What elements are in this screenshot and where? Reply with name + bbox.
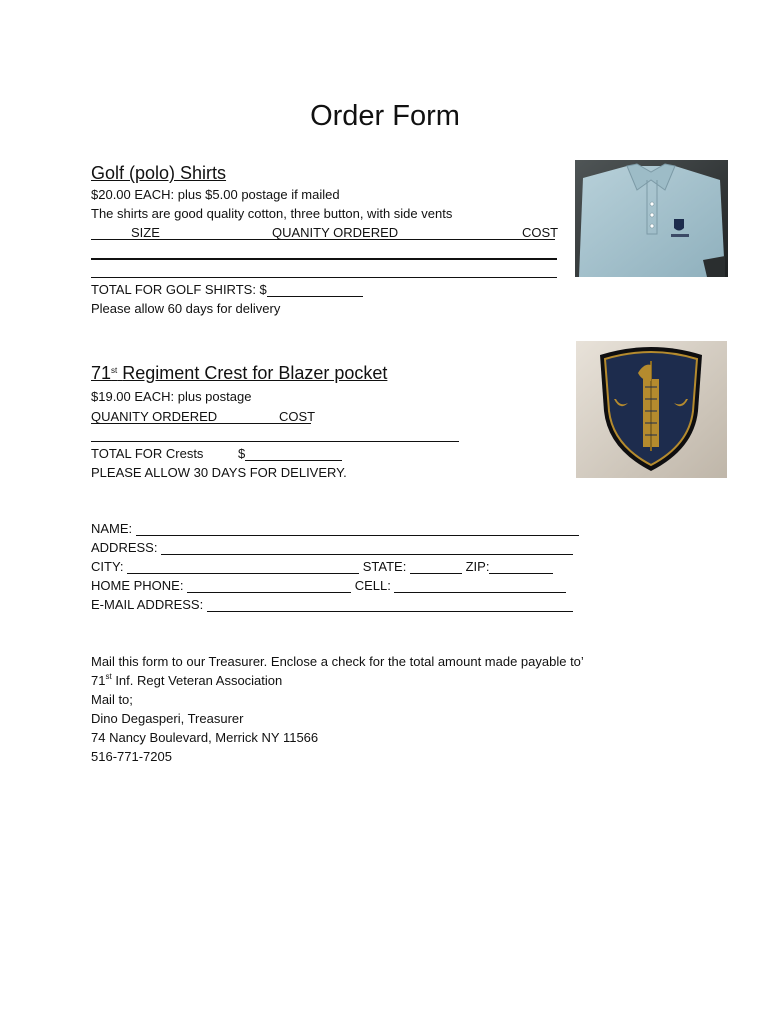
city-row [91, 558, 553, 576]
golf-total-label: TOTAL FOR GOLF SHIRTS: $ [91, 282, 267, 297]
payee-name: Inf. Regt Veteran Association [111, 673, 283, 688]
crest-total-row [238, 445, 342, 463]
mail-to-label: Mail to; [91, 692, 133, 707]
email-row [91, 596, 573, 614]
crest-heading-text: Regiment Crest for Blazer pocket [122, 363, 388, 383]
payee-line [91, 672, 282, 690]
home-phone-label: HOME PHONE: [91, 578, 184, 593]
phone-row [91, 577, 566, 595]
treasurer-name: Dino Degasperi, Treasurer [91, 711, 244, 726]
address-field[interactable] [161, 540, 573, 555]
crest-total-dollar: $ [238, 446, 246, 461]
zip-label: ZIP: [465, 559, 490, 574]
crest-col-cost: COST [279, 409, 316, 424]
golf-entry-line-2[interactable] [91, 277, 557, 278]
golf-total-row [91, 281, 363, 299]
name-label: NAME: [91, 521, 133, 536]
name-row [91, 520, 579, 538]
payee-suffix: st [105, 672, 112, 681]
email-field[interactable] [207, 597, 573, 612]
crest-heading-number: 71 [91, 363, 112, 383]
home-phone-field[interactable] [187, 578, 351, 593]
crest-illustration [576, 341, 727, 478]
payee-number: 71 [91, 673, 106, 688]
crest-price-line: $19.00 EACH: plus postage [91, 389, 252, 404]
cell-field[interactable] [394, 578, 566, 593]
address-label: ADDRESS: [91, 540, 158, 555]
crest-total-label: TOTAL FOR Crests [91, 446, 204, 461]
crest-col-quantity: QUANITY ORDERED [91, 409, 218, 424]
crest-heading-suffix: st [111, 366, 118, 375]
crest-heading [91, 363, 387, 384]
zip-field[interactable] [489, 559, 553, 574]
city-field[interactable] [127, 559, 359, 574]
cell-label: CELL: [354, 578, 391, 593]
page-title: Order Form [310, 100, 460, 132]
crest-total-field[interactable] [245, 446, 342, 461]
name-field[interactable] [136, 521, 579, 536]
city-label: CITY: [91, 559, 124, 574]
golf-entry-line-1[interactable] [91, 258, 557, 260]
golf-shirts-heading: Golf (polo) Shirts [91, 163, 227, 183]
golf-col-size: SIZE [131, 225, 160, 240]
golf-col-quantity: QUANITY ORDERED [272, 225, 399, 240]
treasurer-phone: 516-771-7205 [91, 749, 172, 764]
treasurer-address: 74 Nancy Boulevard, Merrick NY 11566 [91, 730, 319, 745]
mail-instruction: Mail this form to our Treasurer. Enclose a check for the total amount made payable to’ [91, 654, 584, 669]
golf-shirt-photo [575, 160, 728, 277]
crest-entry-line[interactable] [91, 441, 459, 442]
email-label: E-MAIL ADDRESS: [91, 597, 204, 612]
golf-price-line: $20.00 EACH: plus $5.00 postage if mailed [91, 187, 340, 202]
golf-total-field[interactable] [267, 282, 363, 297]
state-field[interactable] [410, 559, 462, 574]
golf-description: The shirts are good quality cotton, three button, with side vents [91, 206, 453, 221]
address-row [91, 539, 573, 557]
state-label: STATE: [362, 559, 407, 574]
golf-delivery-note: Please allow 60 days for delivery [91, 301, 281, 316]
crest-photo [576, 341, 727, 478]
golf-col-cost: COST [522, 225, 559, 240]
shirt-illustration [575, 160, 728, 277]
crest-delivery-note: PLEASE ALLOW 30 DAYS FOR DELIVERY. [91, 465, 347, 480]
